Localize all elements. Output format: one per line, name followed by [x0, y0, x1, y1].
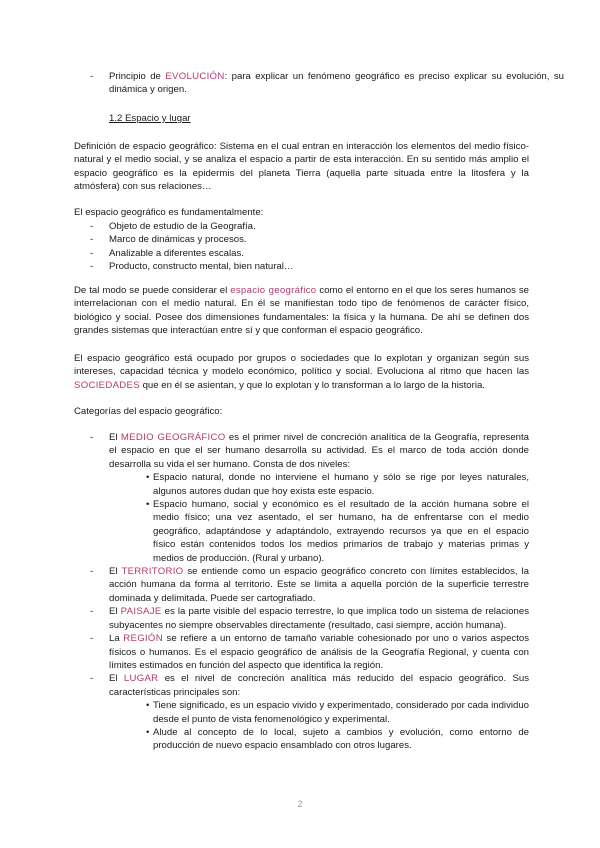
category-paisaje [74, 605, 529, 632]
category-highlight: PAISAJE [120, 606, 162, 618]
category-pre: El [109, 566, 122, 578]
fundamental-list [74, 220, 529, 274]
para2-post: como el entorno en el que los seres humanos se interrelacionan con el medio natural. En él se manifiestan todo tipo de fenómenos de carácter físico, biológico y social. Posee dos dimensiones fundamentales: la física y la humana. De ahí se definen dos grandes sistemas que interactúan entre sí y que conforman el espacio geográfico. [74, 285, 529, 337]
list-dash: - [90, 432, 94, 443]
list-dash: - [90, 633, 94, 645]
categories-title: Categorías del espacio geográfico: [74, 406, 223, 417]
category-pre: El [109, 606, 121, 618]
category-post: es el primer nivel de concreción analítica de la Geografía, representa el espacio en que el ser humano desarrolla su actividad. Es el marco de toda acción donde desarrolla su vida el ser humano. Consta de dos niveles: [109, 432, 529, 470]
list-dash: - [90, 673, 94, 685]
list-item-text: Analizable a diferentes escalas. [109, 247, 244, 259]
sub-item [74, 471, 529, 498]
list-dash: - [90, 221, 94, 232]
fundamental-intro: El espacio geográfico es fundamentalmente: [74, 207, 264, 218]
sub-item-text: Espacio natural, donde no interviene el humano y sólo se rige por leyes naturales, algunos autores dudan que hoy exista este espacio. [153, 472, 529, 497]
para3-post: que en él se asientan, y que lo explotan y lo transforman a lo largo de la historia. [139, 379, 485, 391]
category-lugar [74, 672, 529, 699]
sociedades-paragraph [74, 352, 529, 392]
sub-item [74, 498, 529, 565]
category-post: es el nivel de concreción analítica más reducido del espacio geográfico. Sus características principales son: [109, 673, 529, 698]
list-dash: - [90, 71, 94, 82]
list-dash: - [90, 566, 94, 578]
category-post: se refiere a un entorno de tamaño variable cohesionado por uno o varios aspectos físicos o humanos. Es el espacio geográfico de análisis de la Geografía Regional, y cuenta con límites estimados en función del aspecto que identifica la región. [109, 633, 530, 671]
bullet-dot: • [146, 726, 150, 738]
list-dash: - [90, 261, 94, 273]
category-highlight: MEDIO GEOGRÁFICO [120, 432, 226, 443]
category-pre: El [109, 673, 124, 685]
list-item [74, 220, 529, 233]
para2-pre: De tal modo se puede considerar el [74, 285, 231, 296]
intro-highlight: EVOLUCIÓN [165, 71, 225, 82]
page-number: 2 [297, 799, 303, 809]
list-dash: - [90, 234, 94, 246]
intro-evolucion-item [74, 70, 564, 97]
list-dash: - [90, 606, 94, 618]
sub-item-text: Espacio humano, social y económico es el resultado de la acción humana sobre el medio físico; una vez asentado, el ser humano, ha de enfrentarse con el medio geográfico, adaptándose y adaptándolo, extrayendo recursos ya que en el espacio físico están contenidos todos los medios primarios de trabajo y materias primas y medios de producción. (Rural y urbano). [153, 499, 529, 564]
bullet-dot: • [146, 499, 150, 511]
category-region [74, 632, 529, 672]
bullet-dot: • [146, 700, 150, 712]
category-post: es la parte visible del espacio terrestre, lo que implica todo un sistema de relaciones subyacentes no siempre observables directamente (resultado, casi siempre, acción humana). [109, 606, 529, 631]
para3-highlight: SOCIEDADES [74, 379, 140, 391]
category-highlight: REGIÓN [123, 633, 163, 645]
list-item-text: Marco de dinámicas y procesos. [109, 234, 247, 246]
sub-item-text: Tiene significado, es un espacio vivido y experimentado, considerado por cada individuo desde el punto de vista fenomenológico y experimental. [153, 700, 529, 725]
category-post: se entiende como un espacio geográfico concreto con límites establecidos, la acción humana da forma al territorio. Este se limita a aquella porción de la superficie terrestre dominada y delimitada. Puede ser cartografiado. [109, 566, 529, 604]
list-item [74, 260, 529, 273]
list-item [74, 233, 529, 246]
section-heading-text: 1.2 Espacio y lugar [109, 113, 191, 124]
list-item-text: Producto, constructo mental, bien natural… [109, 261, 294, 273]
definition-paragraph: Definición de espacio geográfico: Sistema en el cual entran en interacción los elementos del medio físico-natural y el medio social, y se analiza el espacio a partir de esta interacción. En su sentido más amplio el espacio geográfico es la epidermis del planeta Tierra (aquella parte situada entre la litosfera y la atmósfera) con sus relaciones… [74, 141, 529, 193]
category-medio [74, 431, 529, 471]
intro-pre: Principio de [109, 71, 166, 82]
intro-post: : para explicar un fenómeno geográfico es preciso explicar su evolución, su dinámica y origen. [109, 71, 564, 96]
bullet-dot: • [146, 472, 150, 484]
section-heading [109, 112, 191, 125]
para3-pre: El espacio geográfico está ocupado por grupos o sociedades que lo explotan y organizan según sus intereses, capacidad técnica y modelo económico, político y social. Evoluciona al ritmo que hacen las [74, 353, 529, 378]
category-highlight: LUGAR [123, 673, 159, 685]
sub-item [74, 699, 529, 726]
category-territorio [74, 565, 529, 605]
category-pre: La [109, 633, 124, 645]
sub-item [74, 726, 529, 753]
espacio-paragraph [74, 284, 529, 338]
list-item-text: Objeto de estudio de la Geografía. [109, 221, 256, 232]
list-item [74, 247, 529, 260]
para2-highlight: espacio geográfico [230, 285, 317, 296]
sub-item-text: Alude al concepto de lo local, sujeto a cambios y evolución, como entorno de producción de nuevo espacio ensamblado con otros lugares. [153, 726, 529, 752]
categories-list [74, 431, 529, 753]
category-pre: El [109, 432, 121, 443]
list-dash: - [90, 247, 94, 259]
category-highlight: TERRITORIO [121, 566, 184, 578]
